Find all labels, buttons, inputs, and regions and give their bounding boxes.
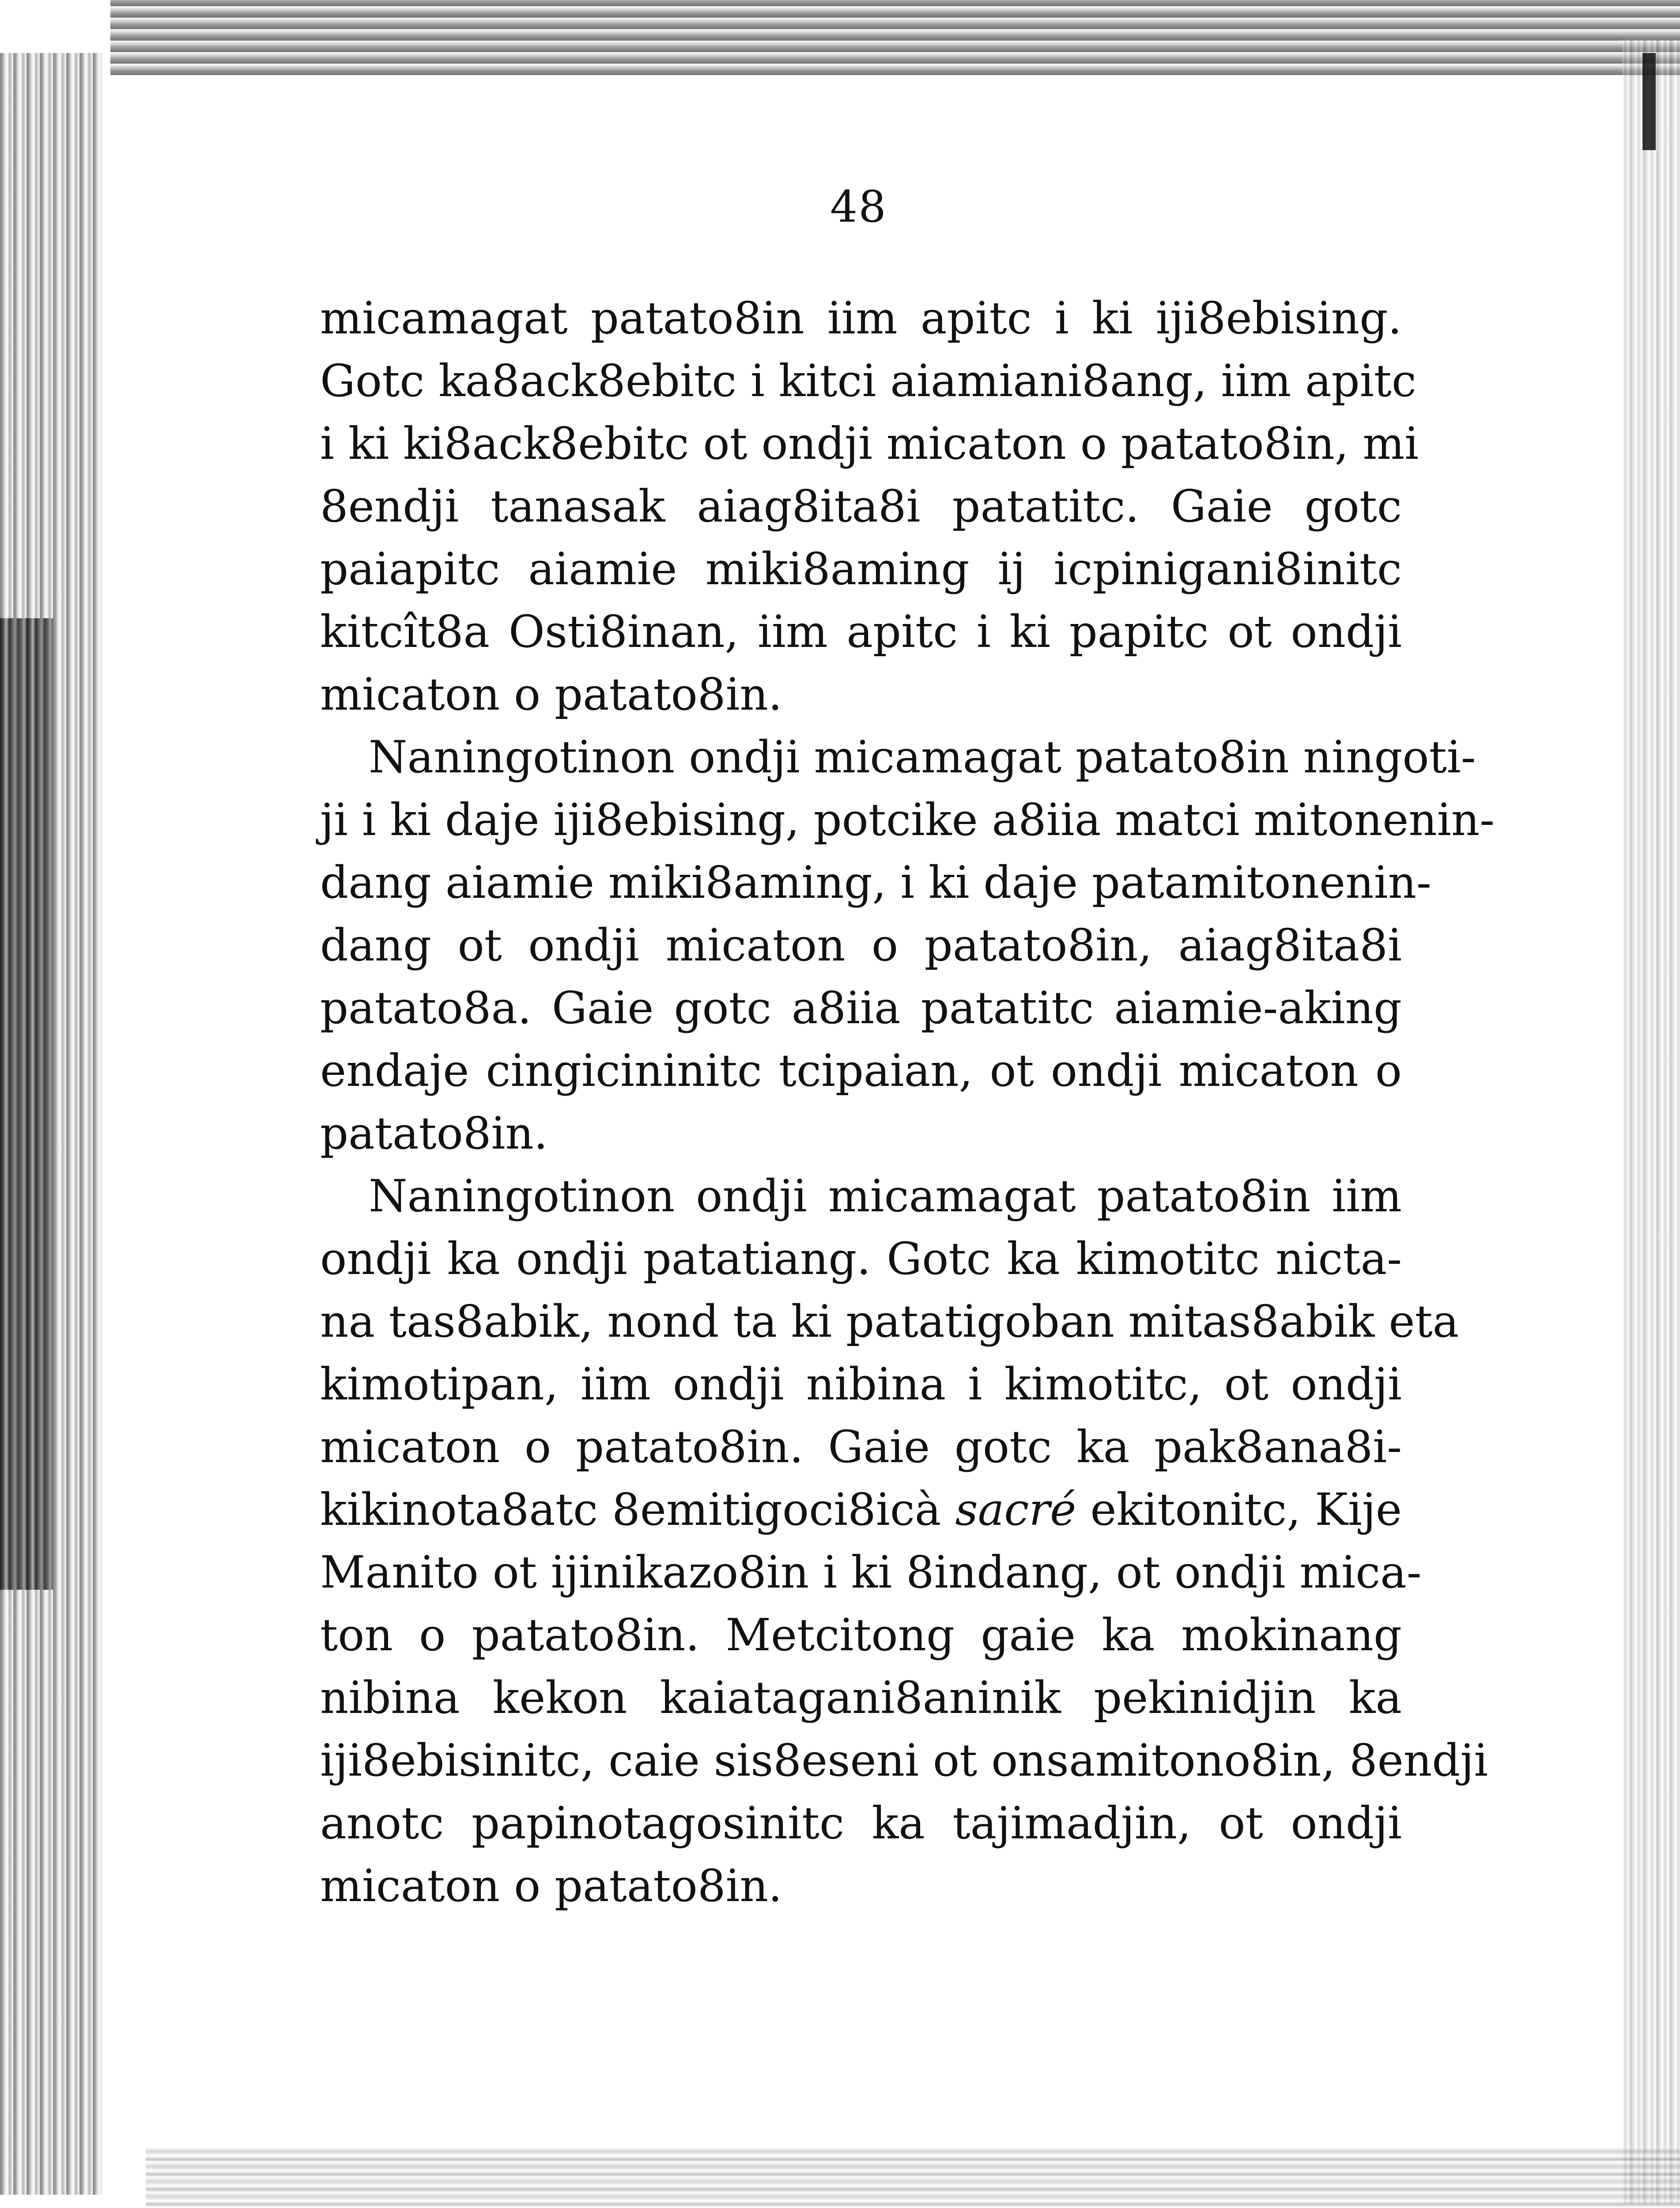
text-line: paiapitc aiamie miki8aming ij icpinigani8initc bbox=[320, 543, 1402, 595]
text-line: patato8in. bbox=[320, 1108, 548, 1159]
text-line: Manito ot ijinikazo8in i ki 8indang, ot ondji mica- bbox=[320, 1546, 1422, 1598]
text-line: 8endji tanasak aiag8ita8i patatitc. Gaie gotc bbox=[320, 480, 1402, 532]
text-line: Naningotinon ondji micamagat patato8in ningoti- bbox=[369, 731, 1476, 783]
text-line: Gotc ka8ack8ebitc i kitci aiamiani8ang, iim apitc bbox=[320, 355, 1416, 407]
text-line: endaje cingicininitc tcipaian, ot ondji micaton o bbox=[320, 1045, 1402, 1096]
text-line: kimotipan, iim ondji nibina i kimotitc, ot ondji bbox=[320, 1358, 1402, 1410]
text-line: nibina kekon kaiatagani8aninik pekinidjin ka bbox=[320, 1672, 1402, 1724]
text-line: patato8a. Gaie gotc a8iia patatitc aiamie-aking bbox=[320, 982, 1402, 1034]
text-line: ji i ki daje iji8ebising, potcike a8iia matci mitonenin- bbox=[320, 794, 1495, 846]
paragraph-1 bbox=[320, 287, 1419, 726]
paragraph-2 bbox=[320, 726, 1495, 1165]
text-line: dang ot ondji micaton o patato8in, aiag8ita8i bbox=[320, 919, 1402, 971]
italic-word: sacré bbox=[955, 1484, 1076, 1535]
text-line: iji8ebisinitc, caie sis8eseni ot onsamitono8in, 8endji bbox=[320, 1735, 1488, 1786]
text-line: ondji ka ondji patatiang. Gotc ka kimotitc nicta- bbox=[320, 1233, 1402, 1285]
scan-edge-left-dark bbox=[0, 618, 53, 1590]
scan-edge-bottom bbox=[146, 2147, 1680, 2208]
text-line: micaton o patato8in. bbox=[320, 1860, 782, 1912]
scan-edge-right bbox=[1623, 40, 1680, 2204]
page-number: 48 bbox=[830, 182, 887, 232]
text-line: dang aiamie miki8aming, i ki daje patamitonenin- bbox=[320, 857, 1431, 908]
scan-edge-top bbox=[110, 0, 1680, 75]
paragraph-3 bbox=[320, 1165, 1488, 1917]
text-line: micaton o patato8in. Gaie gotc ka pak8ana8i- bbox=[320, 1421, 1402, 1473]
text-line: micaton o patato8in. bbox=[320, 669, 782, 720]
text-line: kitcît8a Osti8inan, iim apitc i ki papitc ot ondji bbox=[320, 606, 1402, 658]
text-line: anotc papinotagosinitc ka tajimadjin, ot ondji bbox=[320, 1797, 1402, 1849]
text-line: ton o patato8in. Metcitong gaie ka mokinang bbox=[320, 1609, 1402, 1661]
text-line: kikinota8atc 8emitigoci8icà sacré ekitonitc, Kije bbox=[320, 1484, 1402, 1535]
text-line: micamagat patato8in iim apitc i ki iji8ebising. bbox=[320, 292, 1402, 344]
scan-edge-right-mark bbox=[1642, 53, 1656, 150]
text-line: i ki ki8ack8ebitc ot ondji micaton o patato8in, mi bbox=[320, 418, 1419, 469]
page-text bbox=[320, 287, 1495, 1917]
text-line: Naningotinon ondji micamagat patato8in iim bbox=[369, 1170, 1402, 1222]
text-line: na tas8abik, nond ta ki patatigoban mitas8abik eta bbox=[320, 1296, 1459, 1347]
